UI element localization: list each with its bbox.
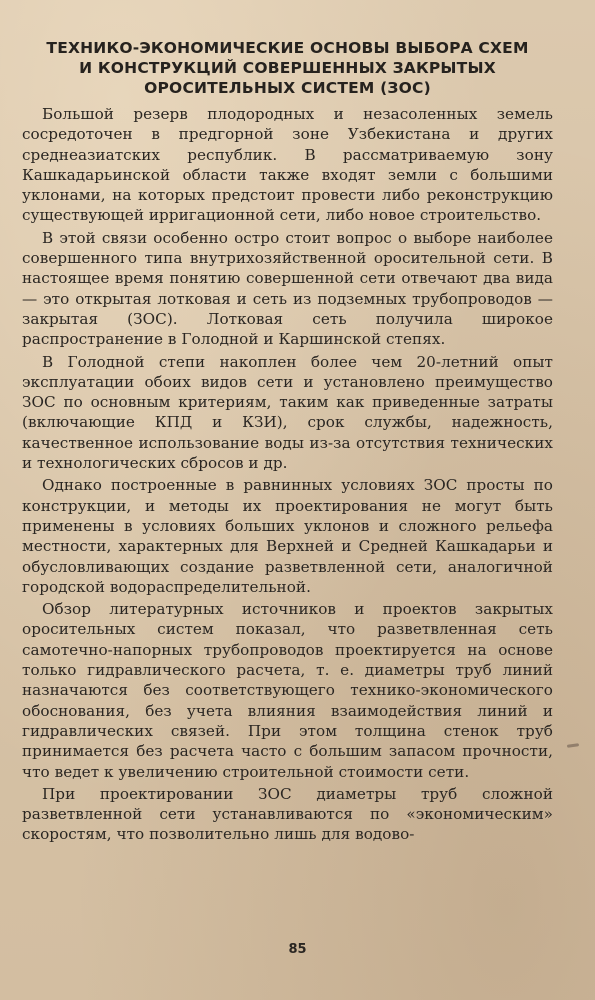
paragraph-4: Однако построенные в равнинных условиях ЗОС просты по конструкции, и методы их проектирования не могут быть применены в условиях больших уклонов и сложного рельефа местности, характерных для Верхней и Средней Кашкадарьи и обусловливающих создание разветвленной сети, аналогичной городской водораспределительной. [22,476,553,596]
body-text [22,104,553,845]
paragraph-3: В Голодной степи накоплен более чем 20-летний опыт эксплуатации обоих видов сети и установлено преимущество ЗОС по основным критериям, таким как приведенные затраты (включающие КПД и КЗИ), срок службы, надежность, качественное использование воды из-за отсутствия технических и технологических сбросов и др. [22,352,553,473]
heading-line-2: И КОНСТРУКЦИЙ СОВЕРШЕННЫХ ЗАКРЫТЫХ [79,59,496,77]
paragraph-1: Большой резерв плодородных и незасоленных земель сосредоточен в предгорной зоне Узбекистана и других среднеазиатских республик. В рассматриваемую зону Кашкадарьинской области также входят земли с большими уклонами, на которых предстоит провести либо реконструкцию существующей ирригационной сети, либо новое строительство. [22,105,553,225]
page-number: 85 [288,942,307,957]
paragraph-5: Обзор литературных источников и проектов закрытых оросительных систем показал, что разветвленная сеть самотечно-напорных трубопроводов проектируется на основе только гидравлического расчета, т. е. диаметры труб линий назначаются без соответствующего технико-экономического обоснования, без учета влияния взаимодействия линий и гидравлических связей. При этом толщина стенок труб принимается без расчета часто с большим запасом прочности, что ведет к увеличению строительной стоимости сети. [22,600,553,781]
heading-line-1: ТЕХНИКО-ЭКОНОМИЧЕСКИЕ ОСНОВЫ ВЫБОРА СХЕМ [46,39,529,57]
chapter-heading [22,38,553,98]
heading-line-3: ОРОСИТЕЛЬНЫХ СИСТЕМ (ЗОС) [144,79,431,97]
paragraph-6: При проектировании ЗОС диаметры труб сложной разветвленной сети устанавливаются по «экономическим» скоростям, что позволительно лишь для водово- [22,784,553,844]
paragraph-2: В этой связи особенно остро стоит вопрос о выборе наиболее совершенного типа внутрихозяйственной оросительной сети. В настоящее время понятию совершенной сети отвечают два вида — это открытая лотковая и сеть из подземных трубопроводов — закрытая (ЗОС). Лотковая сеть получила широкое распространение в Голодной и Каршинской степях. [22,228,553,349]
